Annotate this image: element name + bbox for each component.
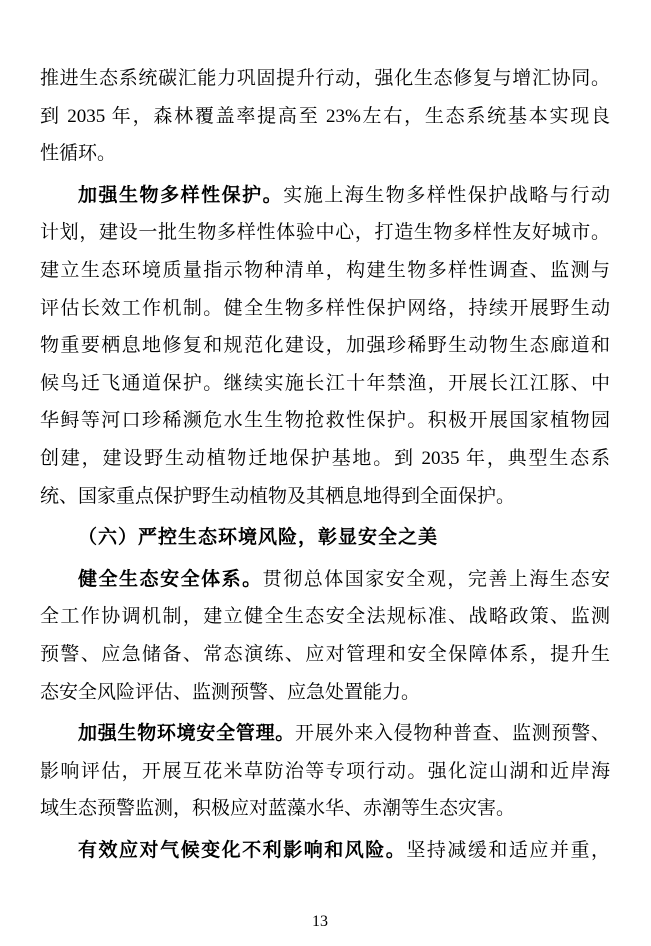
text-line: 态安全风险评估、监测预警、应急处置能力。 (40, 681, 421, 703)
text-line: 建立生态环境质量指示物种清单，构建生物多样性调查、监测与 (40, 259, 610, 281)
text-line: 候鸟迁飞通道保护。继续实施长江十年禁渔，开展长江江豚、中 (40, 372, 610, 394)
text-line: 华鲟等河口珍稀濒危水生生物抢救性保护。积极开展国家植物园 (40, 410, 610, 432)
text-line: 计划，建设一批生物多样性体验中心，打造生物多样性友好城市。 (40, 222, 610, 244)
page-body (40, 60, 610, 873)
text-line: 物重要栖息地修复和规范化建设，加强珍稀野生动物生态廊道和 (40, 335, 610, 357)
text-line (40, 715, 610, 753)
text-run: 实施上海生物多样性保护战略与行动 (283, 184, 610, 206)
section-heading-block (40, 519, 610, 557)
text-line (40, 561, 610, 599)
paragraph-biodiversity (40, 177, 610, 515)
text-line: 推进生态系统碳汇能力巩固提升行动，强化生态修复与增汇协同。 (40, 68, 610, 89)
text-line: 到 2035 年，森林覆盖率提高至 23%左右，生态系统基本实现良 (40, 105, 610, 127)
paragraph-bio-safety (40, 715, 610, 828)
text-line: 统、国家重点保护野生动植物及其栖息地得到全面保护。 (40, 485, 516, 507)
text-run: 坚持减缓和适应并重， (406, 839, 610, 861)
paragraph-heading: 加强生物环境安全管理。 (78, 723, 296, 745)
text-line: 全工作协调机制，建立健全生态安全法规标准、战略政策、监测 (40, 606, 610, 628)
paragraph-heading: 有效应对气候变化不利影响和风险。 (78, 839, 407, 861)
text-line: 评估长效工作机制。健全生物多样性保护网络，持续开展野生动 (40, 297, 610, 319)
paragraph-heading: 健全生态安全体系。 (78, 568, 263, 590)
text-line (40, 832, 610, 870)
text-line: 创建，建设野生动植物迁地保护基地。到 2035 年，典型生态系 (40, 447, 610, 469)
section-heading: （六）严控生态环境风险，彰显安全之美 (78, 527, 439, 549)
text-line (40, 177, 610, 215)
paragraph-heading: 加强生物多样性保护。 (78, 184, 284, 206)
paragraph-carbon-sink (40, 60, 610, 173)
text-line: 性循环。 (40, 143, 117, 165)
text-line: 影响评估，开展互花米草防治等专项行动。强化淀山湖和近岸海 (40, 760, 610, 782)
paragraph-climate-risk (40, 832, 610, 870)
text-run: 开展外来入侵物种普查、监测预警、 (295, 723, 610, 745)
text-line: 域生态预警监测，积极应对蓝藻水华、赤潮等生态灾害。 (40, 798, 516, 820)
text-line: 预警、应急储备、常态演练、应对管理和安全保障体系，提升生 (40, 643, 610, 665)
page-number: 13 (312, 913, 328, 930)
text-run: 贯彻总体国家安全观，完善上海生态安 (262, 568, 610, 590)
paragraph-ecological-security (40, 561, 610, 711)
